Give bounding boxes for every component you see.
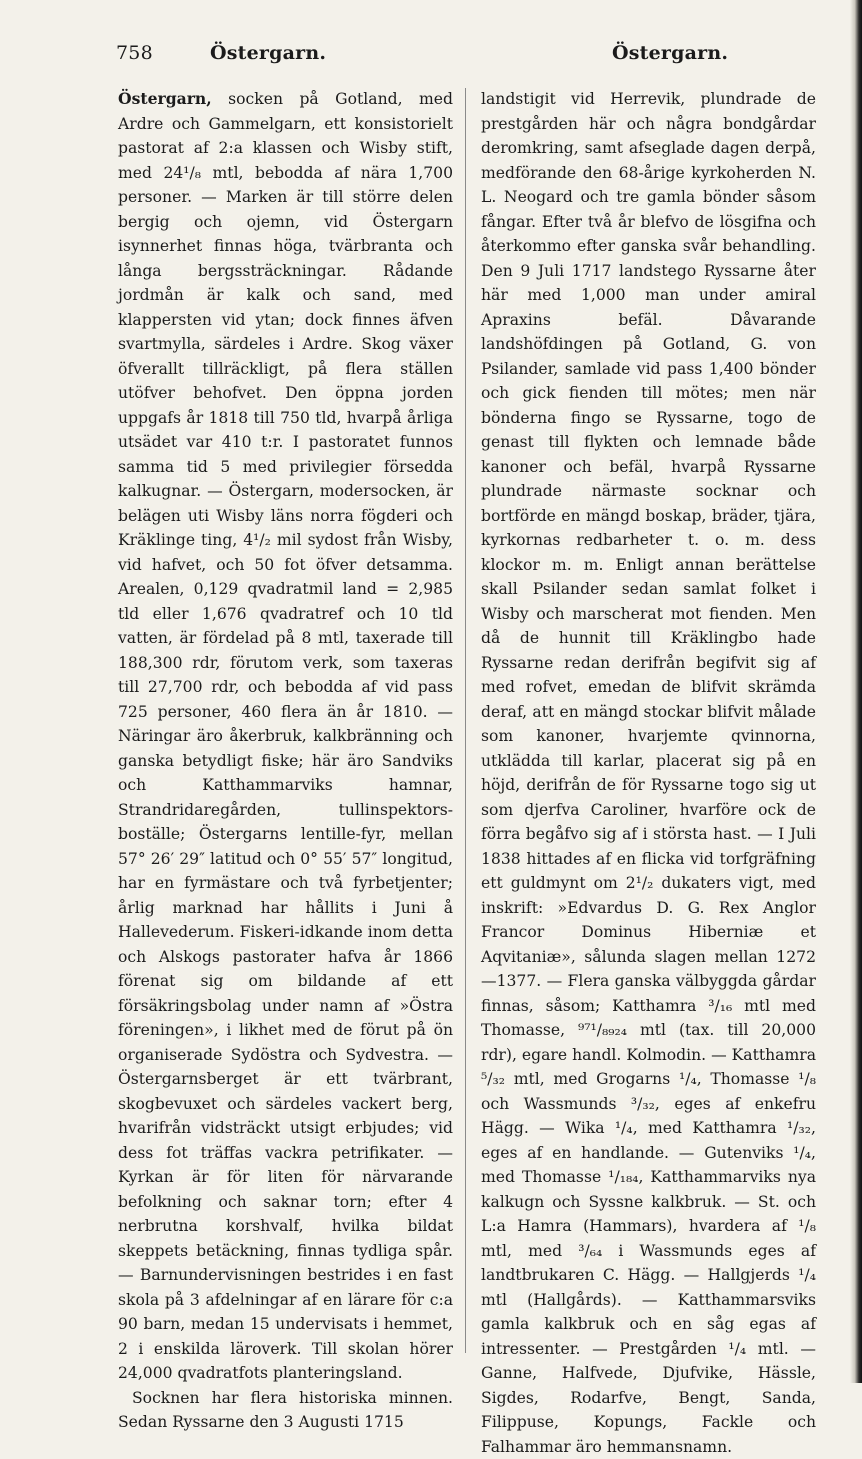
- entry-headword: Östergarn,: [118, 89, 212, 108]
- continued-paragraph: landstigit vid Herrevik, plundrade de prestgården här och några bondgårdar deromkring, samt afseglade dagen derpå, medförande den 68-årige kyrkoherden N. L. Neogard och tre gamla bönder såsom fångar. Efter två år blefvo de lösgifna och återkommo efter ganska svår behandling. Den 9 Juli 1717 landstego Ryssarne åter här med 1,000 man under amiral Apraxins befäl. Dåvarande landshöfdingen på Gotland, G. von Psilander, samlade vid pass 1,400 bönder och gick fienden till mötes; men när bönderna fingo se Ryssarne, togo de genast till flykten och lemnade både kanoner och befäl, hvarpå Ryssarne plundrade närmaste socknar och bortförde en mängd boskap, bräder, tjära, kyrkornas redbarheter t. o. m. dess klockor m. m. Enligt annan berättelse skall Psilander sedan samlat folket i Wisby och marscherat mot fienden. Men då de hunnit till Kräklingbo hade Ryssarne redan derifrån begifvit sig af med rofvet, emedan de blifvit skrämda deraf, att en mängd stockar blifvit målade som kanoner, hvarjemte qvinnorna, utklädda till karlar, placerat sig på en höjd, derifrån de för Ryssarne togo sig ut som djerfva Caroliner, hvarföre ock de förra begåfvo sig af i största hast. — I Juli 1838 hittades af en flicka vid torfgräfning ett guldmynt om 2¹/₂ dukaters vigt, med inskrift: »Edvardus D. G. Rex Anglor Francor Dominus Hiberniæ et Aqvitaniæ», sålunda slagen mellan 1272—1377. — Flera ganska välbyggda gårdar finnas, såsom; Katthamra ³/₁₆ mtl med Thomasse, ⁹⁷¹/₈₉₂₄ mtl (tax. till 20,000 rdr), egare handl. Kolmodin. — Katthamra ⁵/₃₂ mtl, med Grogarns ¹/₄, Thomasse ¹/₈ och Wassmunds ³/₃₂, eges af enkefru Hägg. — Wika ¹/₄, med Katthamra ¹/₃₂, eges af en handlande. — Gutenviks ¹/₄, med Thomasse ¹/₁₈₄, Katthammarviks nya kalkugn och Syssne kalkbruk. — St. och L:a Hamra (Hammars), hvardera af ¹/₈ mtl, med ³/₆₄ i Wassmunds eges af landtbrukaren C. Hägg. — Hallgjerds ¹/₄ mtl (Hallgårds). — Katthammarsviks gamla kalkbruk och en såg egas af intressenter. — Prestgården ¹/₄ mtl. — Ganne, Halfvede, Djufvike, Hässle, Sigdes, Rodarfve, Bengt, Sanda, Filippuse, Kopungs, Fackle och Falhammar äro hemmansnamn.: [481, 90, 816, 1456]
- right-column: [481, 87, 816, 1459]
- entry-paragraph: [118, 87, 453, 1386]
- page-number: 758: [116, 42, 153, 64]
- running-title-right: Östergarn.: [612, 42, 729, 64]
- left-column: [118, 87, 453, 1435]
- page-edge-shadow: [850, 0, 862, 1383]
- entry-text: socken på Gotland, med Ardre och Gammelgarn, ett konsistorielt pastorat af 2:a klassen och Wisby stift, med 24¹/₈ mtl, bebodda af nära 1,700 personer. — Marken är till större delen bergig och ojemn, vid Östergarn isynnerhet finnas höga, tvärbranta och långa bergssträckningar. Rådande jordmån är kalk och sand, med klappersten vid ytan; dock finnes äfven svartmylla, särdeles i Ardre. Skog växer öfverallt tillräckligt, på flera ställen utöfver behofvet. Den öppna jorden uppgafs år 1818 till 750 tld, hvarpå årliga utsädet var 410 t:r. I pastoratet funnos samma tid 5 med privilegier försedda kalkugnar. — Östergarn, modersocken, är belägen uti Wisby läns norra fögderi och Kräklinge ting, 4¹/₂ mil sydost från Wisby, vid hafvet, och 50 fot öfver detsamma. Arealen, 0,129 qvadratmil land = 2,985 tld eller 1,676 qvadratref och 10 tld vatten, är fördelad på 8 mtl, taxerade till 188,300 rdr, förutom verk, som taxeras till 27,700 rdr, och bebodda af vid pass 725 personer, 460 flera än år 1810. — Näringar äro åkerbruk, kalkbränning och ganska betydligt fiske; här äro Sandviks och Katthammarviks hamnar, Strandridaregården, tullinspektors-boställe; Östergarns lentille-fyr, mellan 57° 26′ 29″ latitud och 0° 55′ 57″ longitud, har en fyrmästare och två fyrbetjenter; årlig marknad har hållits i Juni å Hallevederum. Fiskeri-idkande inom detta och Alskogs pastorater hafva år 1866 förenat sig om bildande af ett försäkringsbolag under namn af »Östra föreningen», i likhet med de förut på ön organiserade Sydöstra och Sydvestra. — Östergarnsberget är ett tvärbrant, skogbevuxet och särdeles vackert berg, hvarifrån vidsträckt utsigt erbjudes; vid dess fot träffas vackra petrifikater. — Kyrkan är för liten för närvarande befolkning och saknar torn; efter 4 nerbrutna korshvalf, hvilka bildat skeppets betäckning, finnas tydliga spår. — Barnundervisningen bestrides i en fast skola på 3 afdelningar af en lärare för c:a 90 barn, medan 15 undervisats i hemmet, 2 i enskilda läroverk. Till skolan hörer 24,000 qvadratfots planteringsland.: [118, 90, 453, 1382]
- running-title-left: Östergarn.: [210, 42, 327, 64]
- column-divider: [465, 88, 466, 1353]
- entry-paragraph-history: Socknen har flera historiska minnen. Sedan Ryssarne den 3 Augusti 1715: [118, 1388, 453, 1431]
